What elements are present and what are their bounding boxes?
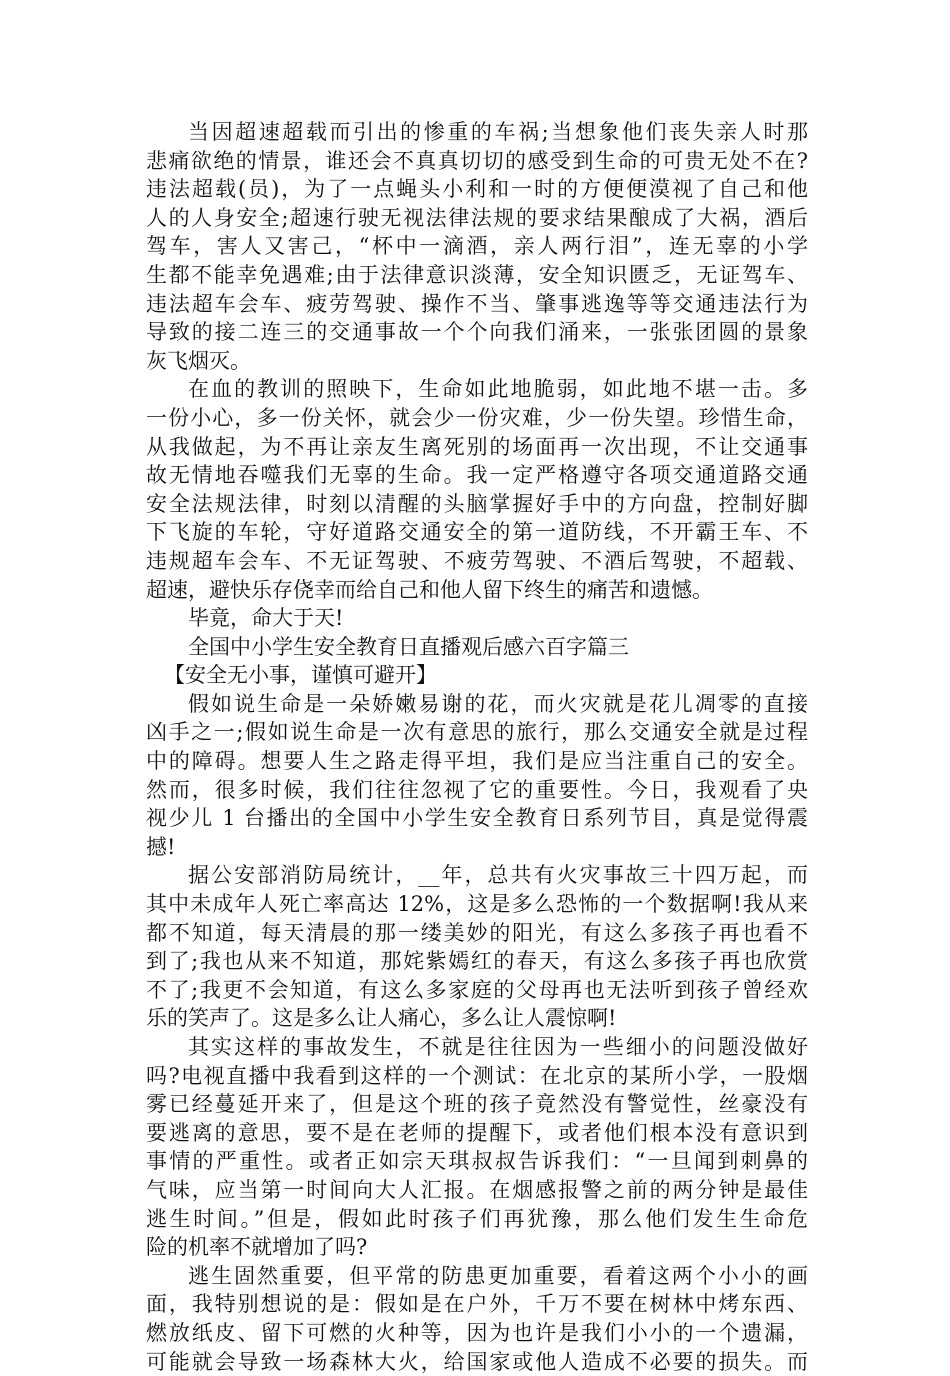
text-line: 都不知道，每天清晨的那一缕美妙的阳光，有这么多孩子再也看不 [146, 920, 808, 945]
text-line: 违法超载(员)，为了一点蝇头小利和一时的方便便漠视了自己和他 [146, 177, 808, 202]
text-line: 然而，很多时候，我们往往忽视了它的重要性。今日，我观看了央 [146, 777, 808, 802]
text-line: 撼! [146, 834, 176, 859]
text-line: 逃生时间。”但是，假如此时孩子们再犹豫，那么他们发生生命危 [146, 1206, 808, 1231]
text-line: 违法超车会车、疲劳驾驶、操作不当、肇事逃逸等等交通违法行为 [146, 291, 808, 316]
text-line: 安全法规法律，时刻以清醒的头脑掌握好手中的方向盘，控制好脚 [146, 491, 808, 516]
text-line: 一份小心，多一份关怀，就会少一份灾难，少一份失望。珍惜生命， [146, 405, 808, 430]
text-line: 毕竟，命大于天! [188, 606, 344, 631]
text-line: 生都不能幸免遇难;由于法律意识淡薄，安全知识匮乏，无证驾车、 [146, 262, 808, 287]
text-line: 悲痛欲绝的情景，谁还会不真真切切的感受到生命的可贵无处不在? [146, 148, 808, 173]
text-line: 从我做起，为不再让亲友生离死别的场面再一次出现，不让交通事 [146, 434, 808, 459]
text-line: 中的障碍。想要人生之路走得平坦，我们是应当注重自己的安全。 [146, 749, 808, 774]
text-line: 假如说生命是一朵娇嫩易谢的花，而火灾就是花儿凋零的直接 [188, 691, 808, 716]
text-line: 驾车，害人又害己，“杯中一滴酒，亲人两行泪”，连无辜的小学 [146, 234, 808, 259]
text-line: 其实这样的事故发生，不就是往往因为一些细小的问题没做好 [188, 1035, 808, 1059]
text-line: 险的机率不就增加了吗? [146, 1235, 368, 1260]
text-line: 可能就会导致一场森林大火，给国家或他人造成不必要的损失。而 [146, 1349, 808, 1374]
text-line: 据公安部消防局统计，__年，总共有火灾事故三十四万起，而 [188, 863, 808, 888]
text-line: 事情的严重性。或者正如宗天琪叔叔告诉我们：“一旦闻到刺鼻的 [146, 1149, 808, 1174]
text-line: 下飞旋的车轮，守好道路交通安全的第一道防线，不开霸王车、不 [146, 520, 808, 545]
text-line: 要逃离的意思，要不是在老师的提醒下，或者他们根本没有意识到 [146, 1120, 808, 1145]
text-line: 凶手之一;假如说生命是一次有意思的旅行，那么交通安全就是过程 [146, 720, 808, 745]
text-line: 视少儿 1 台播出的全国中小学生安全教育日系列节目，真是觉得震 [146, 806, 808, 831]
text-line: 气味，应当第一时间向大人汇报。在烟感报警之前的两分钟是最佳 [146, 1177, 808, 1202]
text-line: 燃放纸皮、留下可燃的火种等，因为也许是我们小小的一个遗漏， [146, 1320, 808, 1345]
text-line: 乐的笑声了。这是多么让人痛心，多么让人震惊啊! [146, 1006, 617, 1031]
text-line: 在血的教训的照映下，生命如此地脆弱，如此地不堪一击。多 [188, 377, 808, 402]
text-line: 人的人身安全;超速行驶无视法律法规的要求结果酿成了大祸，酒后 [146, 205, 808, 230]
text-line: 违规超车会车、不无证驾驶、不疲劳驾驶、不酒后驾驶，不超载、 [146, 548, 808, 573]
text-line: 全国中小学生安全教育日直播观后感六百字篇三 [188, 634, 629, 659]
text-line: 故无情地吞噬我们无辜的生命。我一定严格遵守各项交通道路交通 [146, 463, 808, 488]
text-line: 到了;我也从来不知道，那姹紫嫣红的春天，有这么多孩子再也欣赏 [146, 949, 808, 974]
text-line: 面，我特别想说的是：假如是在户外，千万不要在树林中烤东西、 [146, 1292, 808, 1317]
document-page [146, 118, 808, 1376]
text-line: 不了;我更不会知道，有这么多家庭的父母再也无法听到孩子曾经欢 [146, 977, 808, 1002]
text-line: 其中未成年人死亡率高达 12%，这是多么恐怖的一个数据啊!我从来 [146, 892, 808, 917]
text-line: 逃生固然重要，但平常的防患更加重要，看着这两个小小的画 [188, 1263, 808, 1288]
text-line: 导致的接二连三的交通事故一个个向我们涌来，一张张团圆的景象 [146, 320, 808, 345]
text-line: 超速，避快乐存侥幸而给自己和他人留下终生的痛苦和遗憾。 [146, 577, 713, 602]
text-line: 【安全无小事，谨慎可避开】 [164, 663, 437, 688]
text-line: 吗?电视直播中我看到这样的一个测试：在北京的某所小学，一股烟 [146, 1063, 808, 1088]
text-line: 当因超速超载而引出的惨重的车祸;当想象他们丧失亲人时那 [188, 120, 808, 144]
text-line: 雾已经蔓延开来了，但是这个班的孩子竟然没有警觉性，丝豪没有 [146, 1092, 808, 1117]
text-line: 灰飞烟灭。 [146, 348, 251, 373]
